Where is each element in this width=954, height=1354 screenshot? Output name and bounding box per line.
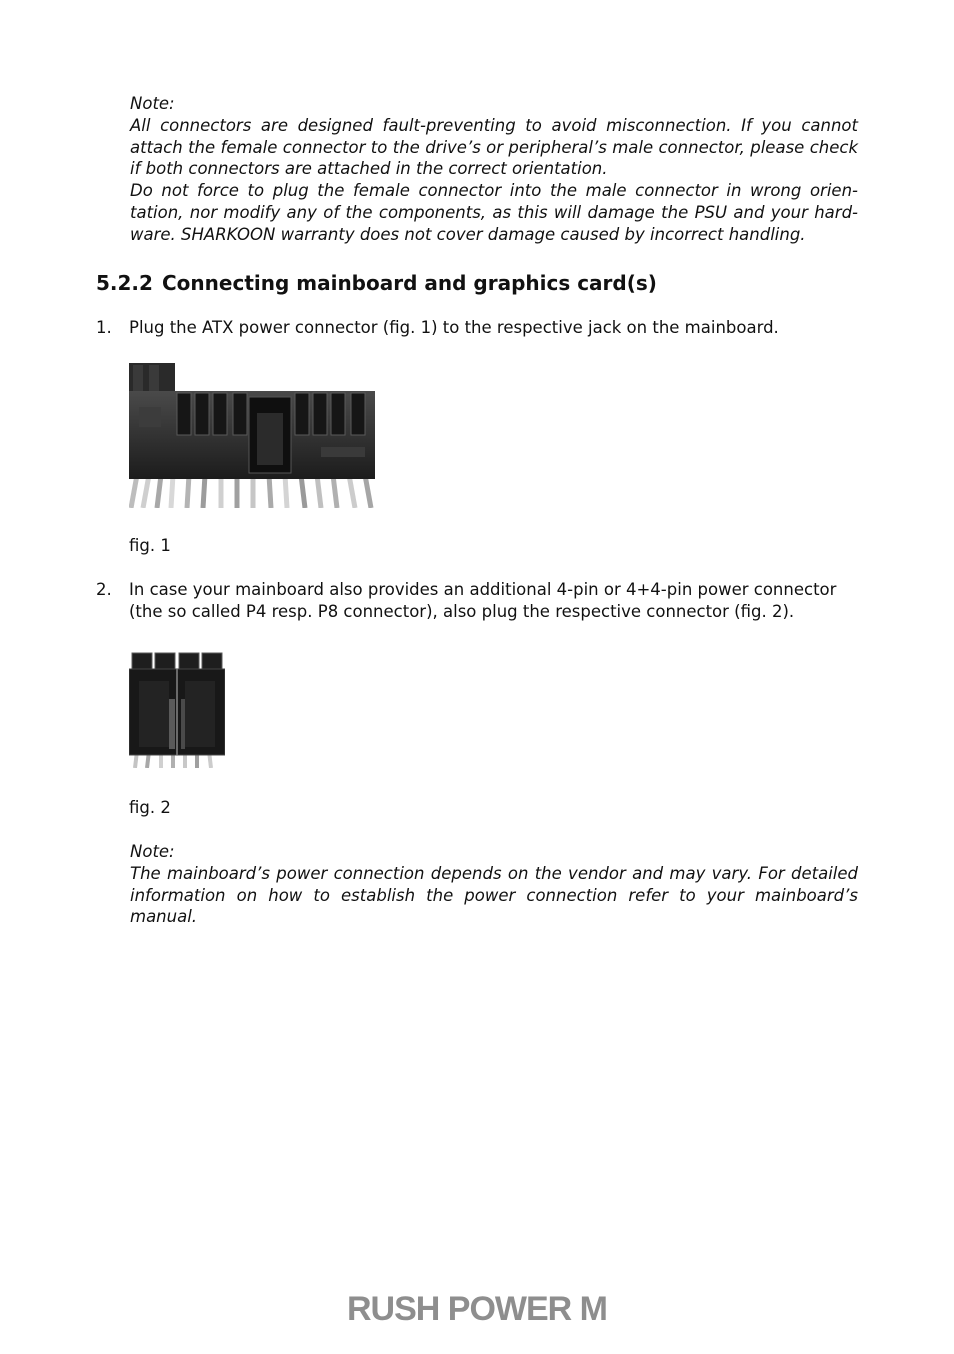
section-heading [96,269,657,297]
list-item-text: In case your mainboard also provides an additional 4-pin or 4+4-pin power connector (the so called P4 resp. P8 connector), also plug the respective connector (fig. 2). [129,580,837,621]
section-number: 5.2.2 [96,271,153,295]
p8-connector-image [129,651,225,768]
figure-caption: fig. 1 [129,536,171,555]
note-top [130,93,858,246]
note-label: Note: [130,842,175,861]
note-bottom [130,841,858,928]
list-item-number: 2. [96,580,112,599]
figure-caption: fig. 2 [129,798,171,817]
section-title: Connecting mainboard and graphics card(s) [162,271,657,295]
note-paragraph: The mainboard’s power connection depends on the vendor and may vary. For detailed information on how to establish the power connection refer to your mainboard’s manual. [130,863,858,927]
list-item-number: 1. [96,318,112,337]
list-item-text: Plug the ATX power connector (fig. 1) to the respective jack on the mainboard. [129,318,779,337]
footer-product-name: RUSH POWER M [347,1290,607,1328]
atx-connector-image [129,363,375,508]
note-paragraph: Do not force to plug the female connector into the male connector in wrong orien-tation, nor modify any of the components, as this will damage the PSU and your hard-ware. SHARKOON warranty does not cover damage caused by incorrect handling. [130,181,858,244]
note-label: Note: [130,94,175,113]
note-paragraph: All connectors are designed fault-preventing to avoid misconnection. If you cannot attach the female connector to the drive’s or peripheral’s male connector, please check if both connectors are attached in the correct orientation. [130,115,858,179]
